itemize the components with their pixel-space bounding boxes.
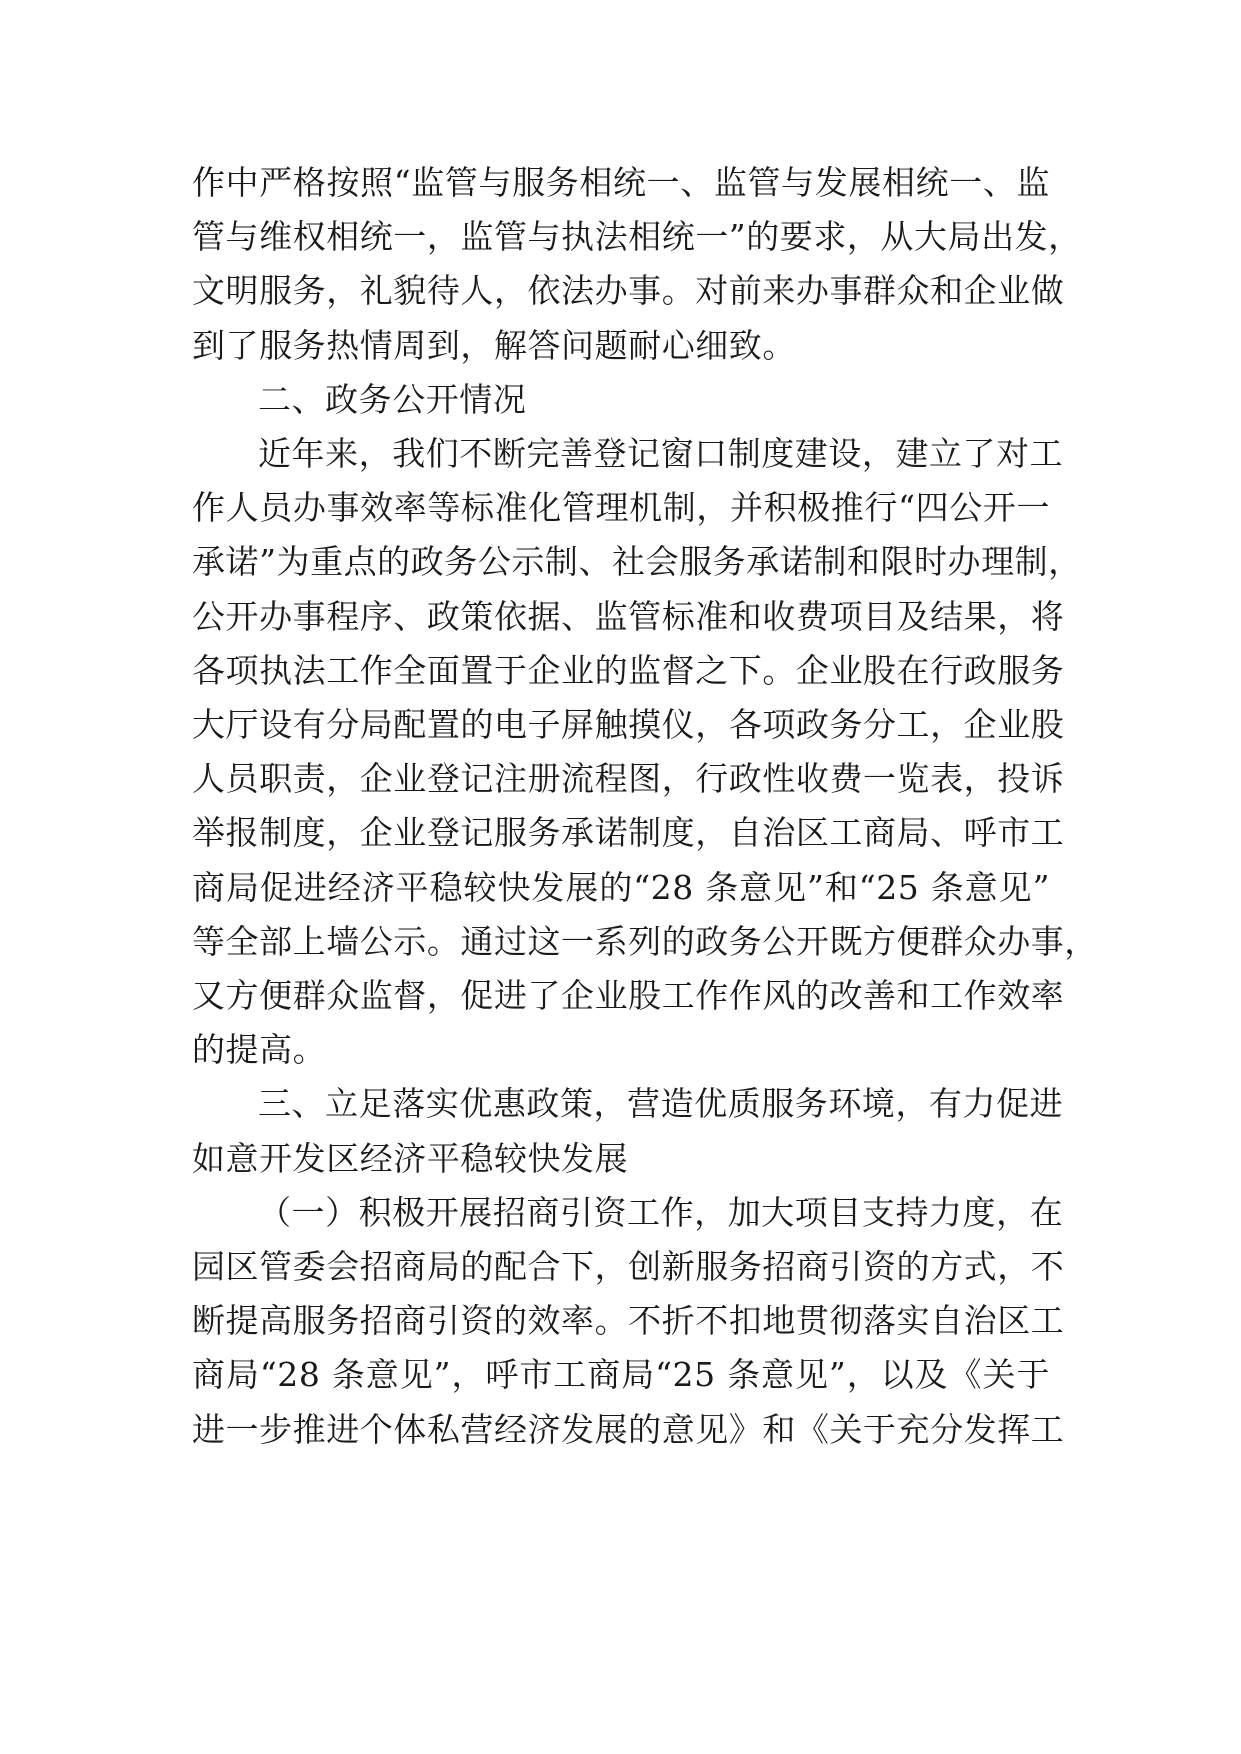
text-line: 管与维权相统一，监管与执法相统一”的要求，从大局出发，	[192, 217, 1082, 257]
section-heading-preferential-policies	[192, 1077, 1064, 1185]
text-line: 进一步推进个体私营经济发展的意见》和《关于充分发挥工	[192, 1409, 1065, 1449]
text-line: 园区管委会招商局的配合下，创新服务招商引资的方式，不	[192, 1247, 1065, 1287]
heading-line: 如意开发区经济平稳较快发展	[192, 1138, 629, 1178]
paragraph-disclosure-details	[192, 427, 1098, 1077]
text-line: 文明服务，礼貌待人，依法办事。对前来办事群众和企业做	[192, 271, 1065, 311]
heading-line: 二、政务公开情况	[258, 379, 527, 419]
heading-line: 三、立足落实优惠政策，营造优质服务环境，有力促进	[258, 1084, 1064, 1124]
text-line: 公开办事程序、政策依据、监管标准和收费项目及结果，将	[192, 596, 1065, 636]
document-page	[192, 156, 1098, 1457]
text-line: 近年来，我们不断完善登记窗口制度建设，建立了对工	[258, 434, 1064, 474]
text-line: 又方便群众监督，促进了企业股工作作风的改善和工作效率	[192, 976, 1065, 1016]
text-line: 承诺”为重点的政务公示制、社会服务承诺制和限时办理制，	[192, 542, 1082, 582]
section-heading-government-affairs-disclosure	[192, 373, 1050, 427]
text-line: 大厅设有分局配置的电子屏触摸仪，各项政务分工，企业股	[192, 705, 1065, 745]
text-line: 等全部上墙公示。通过这一系列的政务公开既方便群众办事，	[192, 921, 1098, 961]
text-line: （一）积极开展招商引资工作，加大项目支持力度，在	[258, 1192, 1064, 1232]
text-line: 作中严格按照“监管与服务相统一、监管与发展相统一、监	[192, 163, 1050, 202]
text-line: 断提高服务招商引资的效率。不折不扣地贯彻落实自治区工	[192, 1301, 1065, 1341]
text-line: 到了服务热情周到，解答问题耐心细致。	[192, 325, 796, 365]
paragraph-service-requirements	[192, 156, 1082, 373]
text-line: 商局促进经济平稳较快发展的“28 条意见”和“25 条意见”	[192, 867, 1050, 907]
text-line: 商局“28 条意见”，呼市工商局“25 条意见”，以及《关于	[192, 1355, 1050, 1395]
text-line: 人员职责，企业登记注册流程图，行政性收费一览表，投诉	[192, 759, 1065, 799]
text-line: 作人员办事效率等标准化管理机制，并积极推行“四公开一	[192, 488, 1050, 528]
text-line: 各项执法工作全面置于企业的监督之下。企业股在行政服务	[192, 650, 1065, 690]
text-line: 的提高。	[192, 1030, 327, 1070]
text-line: 举报制度，企业登记服务承诺制度，自治区工商局、呼市工	[192, 813, 1065, 853]
paragraph-investment-promotion	[192, 1186, 1065, 1457]
